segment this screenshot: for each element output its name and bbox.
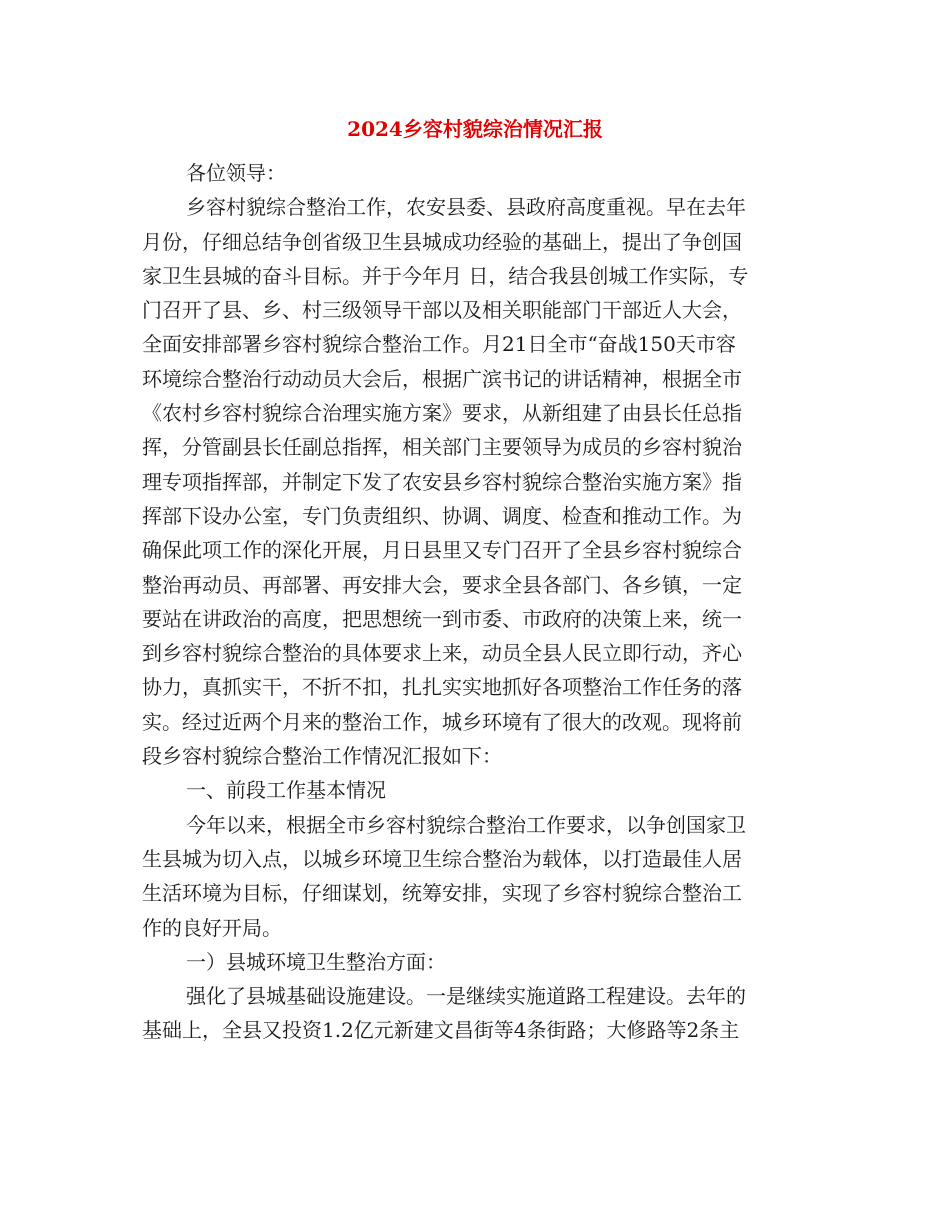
text-line: 一）县城环境卫生整治方面： [186, 949, 446, 974]
text-line: 门召开了县、乡、村三级领导干部以及相关职能部门干部近人大会， [142, 298, 742, 323]
text-line: 基础上，全县又投资1.2亿元新建文昌街等4条街路；大修路等2条主 [142, 1018, 740, 1043]
text-line: 《农村乡容村貌综合治理实施方案》要求，从新组建了由县长任总指 [142, 401, 742, 426]
text-line: 挥部下设办公室，专门负责组织、协调、调度、检查和推动工作。为 [142, 503, 742, 528]
document-title: 2024乡容村貌综治情况汇报 [347, 117, 603, 141]
text-line: 理专项指挥部，并制定下发了农安县乡容村貌综合整治实施方案》指 [142, 469, 742, 494]
text-line: 强化了县城基础设施建设。一是继续实施道路工程建设。去年的 [186, 984, 746, 1009]
text-line: 一、前段工作基本情况 [186, 778, 386, 803]
text-line: 家卫生县城的奋斗目标。并于今年月 日，结合我县创城工作实际，专 [142, 263, 749, 288]
text-line: 各位领导： [186, 161, 286, 185]
text-line: 作的良好开局。 [142, 915, 282, 940]
text-line: 乡容村貌综合整治工作，农安县委、县政府高度重视。早在去年 [186, 195, 746, 220]
text-line: 实。经过近两个月来的整治工作，城乡环境有了很大的改观。现将前 [142, 709, 742, 734]
text-line: 生活环境为目标，仔细谋划，统筹安排，实现了乡容村貌综合整治工 [142, 881, 742, 906]
text-line: 要站在讲政治的高度，把思想统一到市委、市政府的决策上来，统一 [142, 606, 742, 631]
text-line: 挥，分管副县长任副总指挥，相关部门主要领导为成员的乡容村貌治 [142, 435, 742, 460]
text-line: 协力，真抓实干，不折不扣，扎扎实实地抓好各项整治工作任务的落 [142, 675, 742, 700]
text-line: 生县城为切入点，以城乡环境卫生综合整治为载体，以打造最佳人居 [142, 846, 742, 871]
text-line: 到乡容村貌综合整治的具体要求上来，动员全县人民立即行动，齐心 [142, 641, 742, 666]
text-line: 段乡容村貌综合整治工作情况汇报如下： [142, 744, 502, 769]
text-line: 今年以来，根据全市乡容村貌综合整治工作要求，以争创国家卫 [186, 812, 746, 837]
text-line: 确保此项工作的深化开展，月日县里又专门召开了全县乡容村貌综合 [142, 538, 742, 563]
text-line: 全面安排部署乡容村貌综合整治工作。月21日全市“奋战150天市容 [142, 332, 736, 357]
document-body [142, 156, 808, 1048]
text-line: 环境综合整治行动动员大会后，根据广滨书记的讲话精神，根据全市 [142, 366, 742, 391]
text-line: 月份，仔细总结争创省级卫生县城成功经验的基础上，提出了争创国 [142, 229, 742, 254]
text-line: 整治再动员、再部署、再安排大会，要求全县各部门、各乡镇，一定 [142, 572, 742, 597]
